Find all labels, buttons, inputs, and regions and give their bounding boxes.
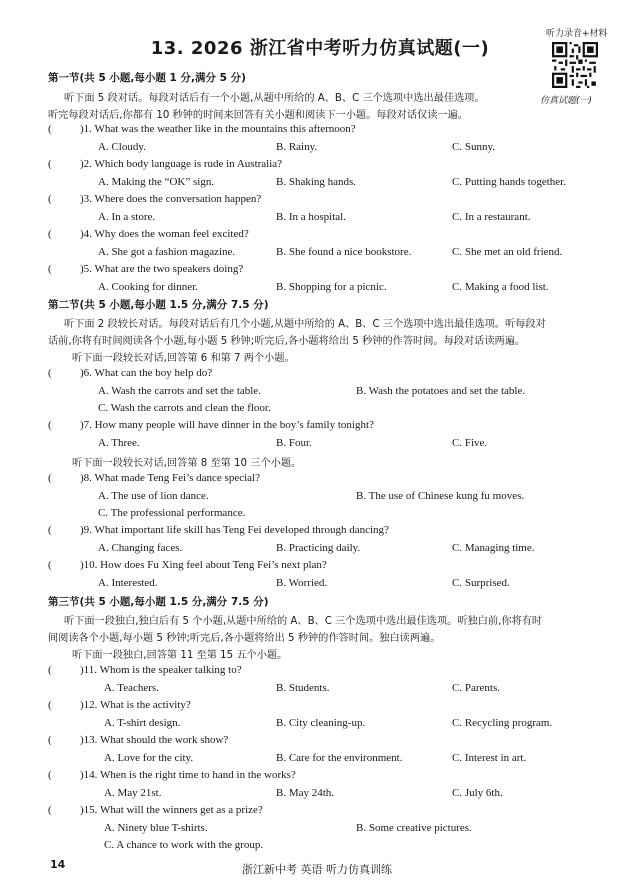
- q1-option-b[interactable]: B. Rainy.: [276, 141, 318, 153]
- q7-option-a[interactable]: A. Three.: [98, 437, 140, 449]
- question-8: )8. What made Teng Fei’s dance special?: [80, 472, 260, 484]
- qr-code-icon[interactable]: [552, 42, 598, 88]
- section-2-sub-1: 听下面一段较长对话,回答第 6 和第 7 两个小题。: [72, 353, 295, 364]
- q3-option-b[interactable]: B. In a hospital.: [276, 211, 346, 223]
- q12-option-a[interactable]: A. T-shirt design.: [104, 717, 181, 729]
- q6-option-b[interactable]: B. Wash the potatoes and set the table.: [356, 385, 526, 397]
- page-title: 13. 2026 浙江省中考听力仿真试题(一): [150, 38, 490, 59]
- q9-option-b[interactable]: B. Practicing daily.: [276, 542, 361, 554]
- q2-option-c[interactable]: C. Putting hands together.: [452, 176, 566, 188]
- q14-option-c[interactable]: C. July 6th.: [452, 787, 503, 799]
- answer-blank-7[interactable]: (: [48, 419, 52, 431]
- q3-option-a[interactable]: A. In a store.: [98, 211, 156, 223]
- q13-option-a[interactable]: A. Love for the city.: [104, 752, 194, 764]
- section-2-sub-2: 听下面一段较长对话,回答第 8 至第 10 三个小题。: [72, 458, 302, 469]
- answer-blank-14[interactable]: (: [48, 769, 52, 781]
- answer-blank-5[interactable]: (: [48, 263, 52, 275]
- answer-blank-4[interactable]: (: [48, 228, 52, 240]
- q1-option-a[interactable]: A. Cloudy.: [98, 141, 146, 153]
- answer-blank-11[interactable]: (: [48, 664, 52, 676]
- section-1-instruction-1: 听下面 5 段对话。每段对话后有一个小题,从题中所给的 A、B、C 三个选项中选出最佳选项。: [64, 93, 485, 104]
- q8-option-c[interactable]: C. The professional performance.: [98, 507, 246, 519]
- question-6: )6. What can the boy help do?: [80, 367, 213, 379]
- question-12: )12. What is the activity?: [80, 699, 191, 711]
- section-2-heading: 第二节(共 5 小题,每小题 1.5 分,满分 7.5 分): [48, 299, 269, 311]
- q9-option-c[interactable]: C. Managing time.: [452, 542, 535, 554]
- q2-option-a[interactable]: A. Making the “OK” sign.: [98, 176, 215, 188]
- question-10: )10. How does Fu Xing feel about Teng Fei’s next plan?: [80, 559, 327, 571]
- q1-option-c[interactable]: C. Sunny.: [452, 141, 495, 153]
- q5-option-c[interactable]: C. Making a food list.: [452, 281, 549, 293]
- q15-option-c[interactable]: C. A chance to work with the group.: [104, 839, 264, 851]
- question-9: )9. What important life skill has Teng Fei developed through dancing?: [80, 524, 389, 536]
- section-2-instruction-1: 听下面 2 段较长对话。每段对话后有几个小题,从题中所给的 A、B、C 三个选项中选出最佳选项。听每段对: [64, 319, 546, 330]
- q11-option-c[interactable]: C. Parents.: [452, 682, 500, 694]
- question-1: )1. What was the weather like in the mountains this afternoon?: [80, 123, 356, 135]
- q12-option-c[interactable]: C. Recycling program.: [452, 717, 553, 729]
- q14-option-a[interactable]: A. May 21st.: [104, 787, 162, 799]
- q10-option-c[interactable]: C. Surprised.: [452, 577, 510, 589]
- question-4: )4. Why does the woman feel excited?: [80, 228, 249, 240]
- q3-option-c[interactable]: C. In a restaurant.: [452, 211, 531, 223]
- answer-blank-3[interactable]: (: [48, 193, 52, 205]
- question-5: )5. What are the two speakers doing?: [80, 263, 244, 275]
- section-3-instruction-2: 间阅读各个小题,每小题 5 秒钟;听完后,各小题将给出 5 秒钟的作答时间。独白读两遍。: [48, 633, 441, 644]
- page-number: 14: [50, 858, 66, 871]
- q2-option-b[interactable]: B. Shaking hands.: [276, 176, 357, 188]
- q9-option-a[interactable]: A. Changing faces.: [98, 542, 183, 554]
- q12-option-b[interactable]: B. City cleaning-up.: [276, 717, 366, 729]
- q4-option-b[interactable]: B. She found a nice bookstore.: [276, 246, 412, 258]
- q8-option-a[interactable]: A. The use of lion dance.: [98, 490, 209, 502]
- q10-option-a[interactable]: A. Interested.: [98, 577, 158, 589]
- answer-blank-12[interactable]: (: [48, 699, 52, 711]
- q5-option-a[interactable]: A. Cooking for dinner.: [98, 281, 198, 293]
- question-11: )11. Whom is the speaker talking to?: [80, 664, 242, 676]
- question-15: )15. What will the winners get as a prize?: [80, 804, 263, 816]
- question-7: )7. How many people will have dinner in the boy’s family tonight?: [80, 419, 374, 431]
- section-3-heading: 第三节(共 5 小题,每小题 1.5 分,满分 7.5 分): [48, 596, 269, 608]
- answer-blank-13[interactable]: (: [48, 734, 52, 746]
- q11-option-b[interactable]: B. Students.: [276, 682, 330, 694]
- answer-blank-8[interactable]: (: [48, 472, 52, 484]
- section-2-instruction-2: 话前,你将有时间阅读各个小题,每小题 5 秒钟;听完后,各小题将给出 5 秒钟的作答时间。每段对话读两遍。: [48, 336, 526, 347]
- q13-option-c[interactable]: C. Interest in art.: [452, 752, 527, 764]
- answer-blank-2[interactable]: (: [48, 158, 52, 170]
- answer-blank-15[interactable]: (: [48, 804, 52, 816]
- q4-option-c[interactable]: C. She met an old friend.: [452, 246, 563, 258]
- section-3-instruction-1: 听下面一段独白,独白后有 5 个小题,从题中所给的 A、B、C 三个选项中选出最佳选项。听独白前,你将有时: [64, 616, 543, 627]
- q15-option-a[interactable]: A. Ninety blue T-shirts.: [104, 822, 208, 834]
- footer-title: 浙江新中考 英语 听力仿真训练: [242, 863, 392, 876]
- answer-blank-6[interactable]: (: [48, 367, 52, 379]
- q11-option-a[interactable]: A. Teachers.: [104, 682, 159, 694]
- q6-option-c[interactable]: C. Wash the carrots and clean the floor.: [98, 402, 271, 414]
- q8-option-b[interactable]: B. The use of Chinese kung fu moves.: [356, 490, 525, 502]
- question-13: )13. What should the work show?: [80, 734, 229, 746]
- q13-option-b[interactable]: B. Care for the environment.: [276, 752, 403, 764]
- q10-option-b[interactable]: B. Worried.: [276, 577, 328, 589]
- question-14: )14. When is the right time to hand in the works?: [80, 769, 296, 781]
- q15-option-b[interactable]: B. Some creative pictures.: [356, 822, 472, 834]
- section-3-sub-1: 听下面一段独白,回答第 11 至第 15 五个小题。: [72, 650, 288, 661]
- qr-top-label: 听力录音+材料: [546, 29, 608, 39]
- q7-option-b[interactable]: B. Four.: [276, 437, 312, 449]
- answer-blank-10[interactable]: (: [48, 559, 52, 571]
- question-3: )3. Where does the conversation happen?: [80, 193, 262, 205]
- q6-option-a[interactable]: A. Wash the carrots and set the table.: [98, 385, 261, 397]
- q14-option-b[interactable]: B. May 24th.: [276, 787, 335, 799]
- answer-blank-1[interactable]: (: [48, 123, 52, 135]
- q5-option-b[interactable]: B. Shopping for a picnic.: [276, 281, 387, 293]
- qr-bottom-label: 仿真试题(一): [540, 96, 593, 106]
- q4-option-a[interactable]: A. She got a fashion magazine.: [98, 246, 236, 258]
- q7-option-c[interactable]: C. Five.: [452, 437, 488, 449]
- question-2: )2. Which body language is rude in Australia?: [80, 158, 283, 170]
- section-1-instruction-2: 听完每段对话后,你都有 10 秒钟的时间来回答有关小题和阅读下一小题。每段对话仅读一遍。: [48, 110, 468, 121]
- answer-blank-9[interactable]: (: [48, 524, 52, 536]
- section-1-heading: 第一节(共 5 小题,每小题 1 分,满分 5 分): [48, 72, 246, 84]
